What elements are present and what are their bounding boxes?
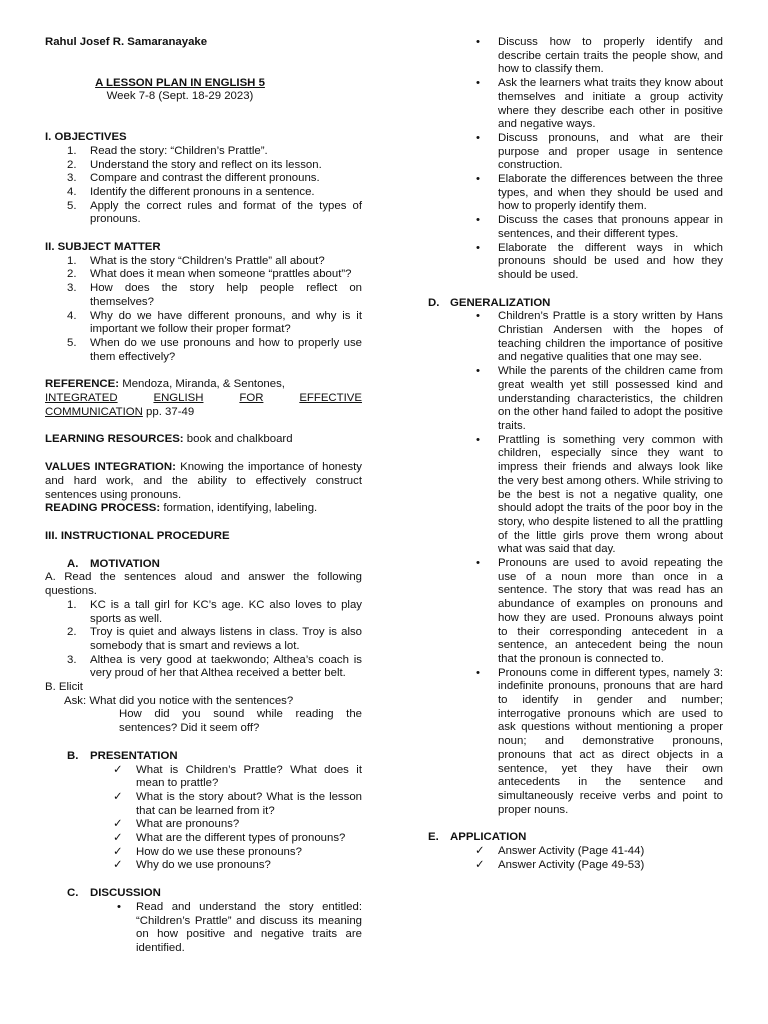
reading-process: READING PROCESS: formation, identifying, labeling.: [45, 502, 318, 515]
list-item: • Discuss how to properly identify and describe certain traits the people show, and how to classify them.: [476, 36, 723, 76]
list-item: • Elaborate the differences between the three types, and when they should be used and how to properly identify them.: [476, 173, 723, 213]
objectives-heading: I. OBJECTIVES: [45, 131, 127, 144]
bullet-icon: •: [476, 557, 480, 570]
list-item: • Pronouns come in different types, namely 3: indefinite pronouns, pronouns that are hard to identify in gender and number; interrogative pronouns which are used to ask questions without mentioning a proper noun; and demonstrative pronouns, pronouns that act as direct objects in a sentence, yet they have their own antecedents in the sentence and simultaneously receive verbs and point to proper nouns.: [476, 666, 723, 816]
left-column: [45, 36, 362, 956]
author-name: Rahul Josef R. Samaranayake: [45, 36, 208, 48]
list-item: ✓ What are pronouns?: [113, 818, 240, 831]
list-item: ✓ What is the story about? What is the lesson that can be learned from it?: [113, 790, 362, 817]
check-icon: ✓: [113, 818, 123, 831]
list-item: 3. Compare and contrast the different pronouns.: [67, 172, 320, 185]
list-item: ✓ Answer Activity (Page 41-44): [475, 845, 645, 858]
list-item: • Read and understand the story entitled: “Children’s Prattle” and discuss its meaning on how positive and negative traits are identified.: [117, 900, 362, 954]
check-icon: ✓: [113, 845, 123, 858]
check-icon: ✓: [113, 832, 123, 845]
list-item: 1. What is the story “Children’s Prattle” all about?: [67, 254, 325, 267]
reference-pages: pp. 37-49: [142, 405, 195, 418]
application-heading: E. APPLICATION: [428, 831, 527, 844]
bullet-icon: •: [476, 214, 480, 227]
check-icon: ✓: [113, 790, 123, 803]
list-item: • Ask the learners what traits they know about themselves and initiate a group activity where they describe each other in positive and negative ways.: [476, 77, 723, 131]
learning-resources: LEARNING RESOURCES: book and chalkboard: [45, 433, 293, 446]
list-item: 3. Althea is very good at taekwondo; Althea’s coach is very proud of her that Althea received a better belt.: [67, 653, 362, 680]
list-item: 5. When do we use pronouns and how to properly use them effectively?: [67, 336, 362, 363]
generalization-list: [428, 310, 723, 817]
right-column: [428, 36, 723, 872]
presentation-list: [45, 764, 362, 874]
check-icon: ✓: [113, 763, 123, 776]
list-item: 4. Why do we have different pronouns, and why is it important we follow their proper format?: [67, 309, 362, 336]
procedure-heading: III. INSTRUCTIONAL PROCEDURE: [45, 529, 230, 542]
reference-book-title: INTEGRATED ENGLISH FOR EFFECTIVE: [45, 392, 362, 405]
list-item: 3. How does the story help people reflect on themselves?: [67, 282, 362, 308]
list-item: ✓ What are the different types of pronouns?: [113, 832, 346, 845]
bullet-icon: •: [476, 310, 480, 323]
list-item: 5. Apply the correct rules and format of the types of pronouns.: [67, 199, 362, 226]
elicit-ask-1: Ask: What did you notice with the sentences?: [64, 694, 294, 707]
objectives-list: [45, 145, 362, 227]
list-item: • Discuss the cases that pronouns appear in sentences, and their different types.: [476, 214, 723, 240]
values-integration: VALUES INTEGRATION: Knowing the importance of honesty and hard work, and the ability to effectively construct sentences using pronouns.: [45, 461, 363, 501]
discussion-list: [428, 36, 723, 283]
check-icon: ✓: [113, 859, 123, 872]
motivation-intro: A. Read the sentences aloud and answer the following questions.: [45, 571, 362, 598]
list-item: ✓ Why do we use pronouns?: [113, 859, 271, 872]
reference: [45, 378, 362, 419]
bullet-icon: •: [476, 433, 480, 446]
list-item: • Prattling is something very common with children, especially since they want to impress their friends and always look like the very best among others. While striving to be the best is not a negative quality, one should adopt the traits of the poor boy in the story, who despite listened to all the prattling of the little girls prove them wrong about what was said that day.: [476, 433, 723, 556]
discussion-heading: C. DISCUSSION: [67, 887, 161, 900]
reference-book-title-end: COMMUNICATION: [45, 405, 143, 418]
reference-label: REFERENCE:: [45, 378, 120, 391]
list-item: 1. Read the story: “Children’s Prattle”.: [67, 144, 268, 157]
presentation-heading: B. PRESENTATION: [67, 749, 178, 762]
bullet-icon: •: [476, 666, 480, 679]
bullet-icon: •: [476, 365, 480, 378]
bullet-icon: •: [476, 241, 480, 254]
list-item: ✓ Answer Activity (Page 49-53): [475, 858, 645, 871]
lesson-title-block: [90, 77, 270, 104]
list-item: 2. Troy is quiet and always listens in class. Troy is also somebody that is smart and reviews a lot.: [67, 626, 362, 652]
list-item: 4. Identify the different pronouns in a sentence.: [67, 185, 315, 198]
bullet-icon: •: [476, 36, 480, 48]
list-item: 2. Understand the story and reflect on its lesson.: [67, 158, 322, 171]
list-item: • Discuss pronouns, and what are their purpose and proper usage in sentence construction.: [476, 131, 723, 172]
list-item: 1. KC is a tall girl for KC’s age. KC also loves to play sports as well.: [67, 598, 362, 625]
list-item: 2. What does it mean when someone “prattles about”?: [67, 268, 352, 281]
motivation-list: [45, 599, 362, 681]
list-item: • Pronouns are used to avoid repeating the use of a noun more than once in a sentence. The story that was read has an abundance of examples on pronouns and how they are used. Pronouns always point to their corresponding antecedent in a sentence, an antecedent being the noun that the pronoun is connected to.: [476, 557, 723, 665]
subject-matter-heading: II. SUBJECT MATTER: [45, 241, 161, 254]
list-item: ✓ How do we use these pronouns?: [113, 845, 302, 858]
bullet-icon: •: [476, 173, 480, 186]
discussion-first-item: [45, 901, 362, 956]
check-icon: ✓: [475, 845, 485, 858]
list-item: ✓ What is Children’s Prattle? What does it mean to prattle?: [113, 763, 362, 790]
bullet-icon: •: [476, 77, 480, 90]
lesson-week: Week 7-8 (Sept. 18-29 2023): [106, 90, 254, 103]
list-item: • Children’s Prattle is a story written by Hans Christian Andersen with the hopes of teaching children the importance of positive and negative qualities that one may see.: [476, 310, 723, 364]
list-item: • While the parents of the children came from great wealth yet still possessed kind and understanding characteristics, the children on the other hand failed to adopt the positive traits.: [476, 365, 723, 432]
elicit-heading: B. Elicit: [45, 681, 83, 694]
list-item: • Elaborate the different ways in which pronouns should be used and how they should be used.: [476, 241, 723, 281]
check-icon: ✓: [475, 858, 485, 871]
lesson-title: A LESSON PLAN IN ENGLISH 5: [95, 76, 265, 89]
reference-authors: Mendoza, Miranda, & Sentones,: [122, 378, 285, 391]
application-list: [428, 845, 723, 872]
generalization-heading: D. GENERALIZATION: [428, 296, 551, 309]
motivation-heading: A. MOTIVATION: [67, 557, 160, 570]
elicit-ask-2: How did you sound while reading the sentences? Did it seem off?: [119, 708, 362, 735]
subject-matter-list: [45, 255, 362, 365]
bullet-icon: •: [476, 131, 480, 144]
bullet-icon: •: [117, 900, 121, 913]
